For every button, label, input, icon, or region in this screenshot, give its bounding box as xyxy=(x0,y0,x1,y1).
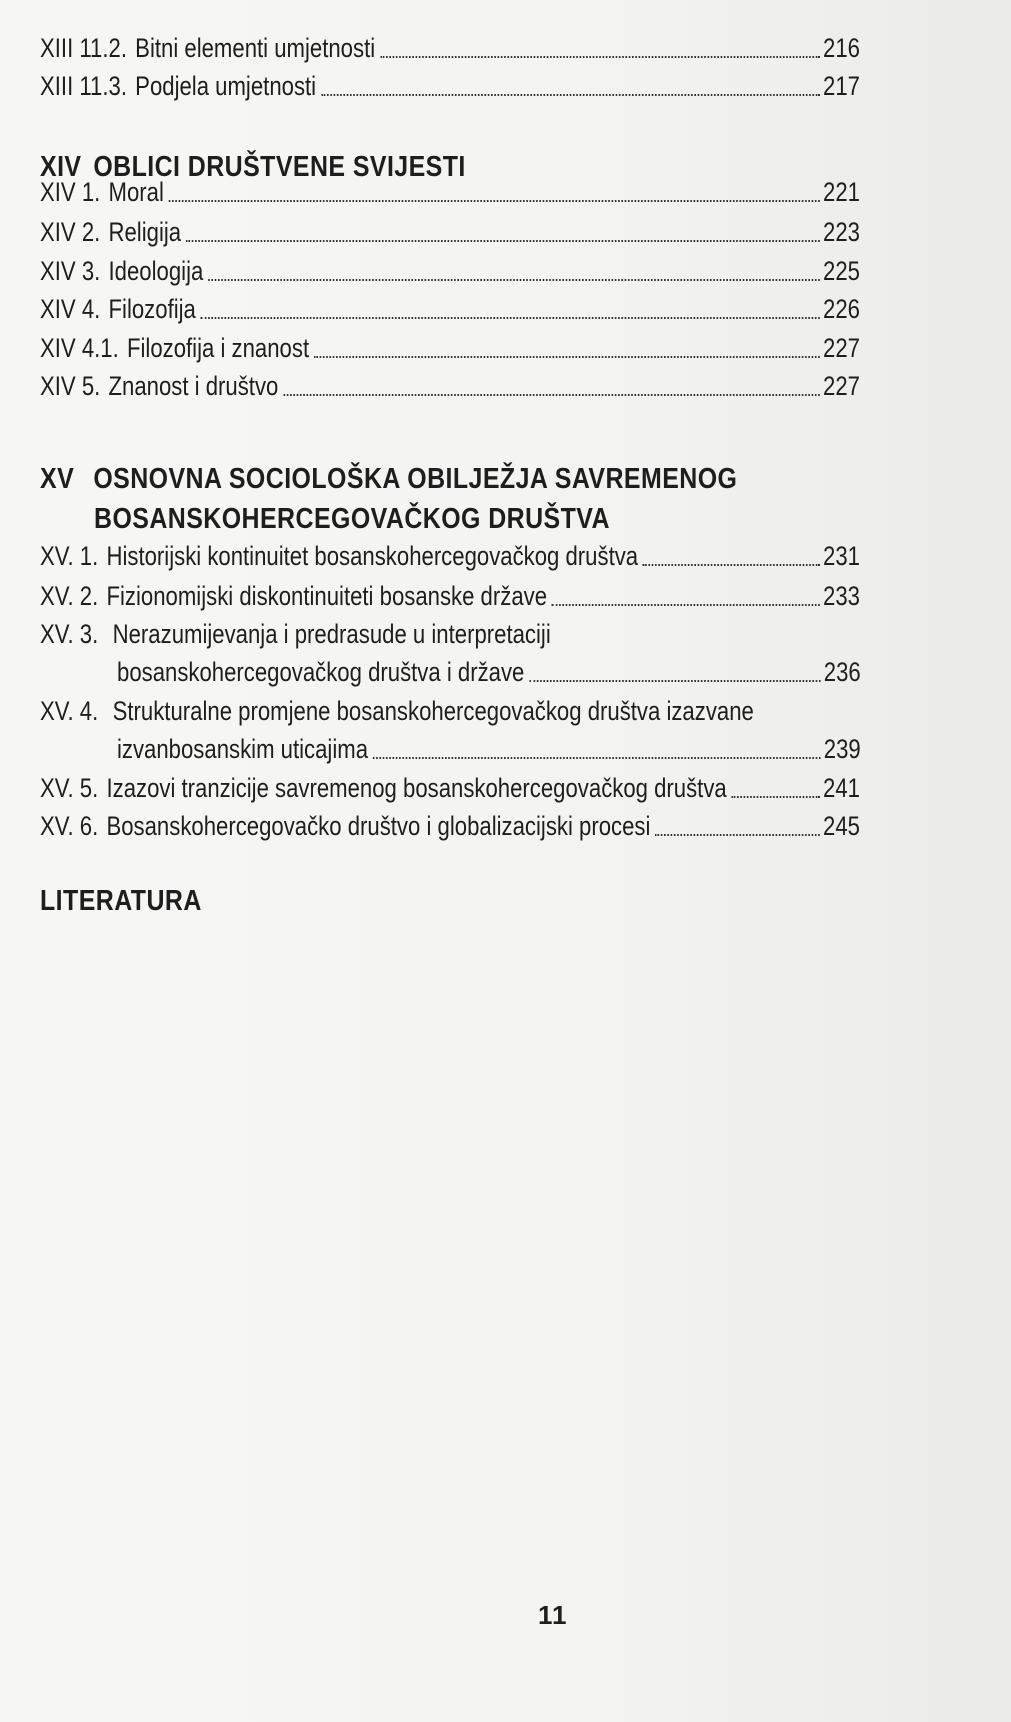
entry-number: XIV 2. xyxy=(40,217,101,247)
entry-number: XV. 2. xyxy=(40,581,99,611)
entry-page-number: 223 xyxy=(823,217,860,247)
literatura-label: LITERATURA xyxy=(40,885,202,917)
entry-title: Filozofija xyxy=(108,294,196,324)
toc-entry-xv-1[interactable] xyxy=(40,540,860,572)
entry-page-number: 245 xyxy=(823,811,860,841)
entry-title: Historijski kontinuitet bosanskohercegovačkog društva xyxy=(106,541,639,571)
entry-number: XV. 5. xyxy=(40,773,99,803)
entry-title: Ideologija xyxy=(108,256,204,286)
dot-leader xyxy=(732,796,820,798)
chapter-title-line2: BOSANSKOHERCEGOVAČKOG DRUŠTVA xyxy=(94,503,610,535)
entry-page-number: 225 xyxy=(823,256,860,286)
entry-title-continuation: izvanbosanskim uticajima xyxy=(117,734,369,764)
entry-page-number: 227 xyxy=(823,371,860,401)
chapter-heading-xv xyxy=(40,462,737,496)
entry-number: XIV 1. xyxy=(40,177,101,207)
entry-number: XIV 3. xyxy=(40,256,101,286)
entry-page-number: 227 xyxy=(823,333,860,363)
dot-leader xyxy=(373,757,821,759)
entry-page-number: 216 xyxy=(823,33,860,63)
toc-entry-xiii-11-2[interactable] xyxy=(40,32,860,64)
dot-leader xyxy=(321,94,820,96)
entry-number: XIV 4.1. xyxy=(40,333,119,363)
chapter-heading-xv-cont xyxy=(94,502,610,536)
dot-leader xyxy=(314,356,820,358)
toc-entry-xv-3-cont[interactable] xyxy=(117,656,861,688)
entry-title: Fizionomijski diskontinuiteti bosanske države xyxy=(106,581,548,611)
page-number: 11 xyxy=(538,1600,568,1630)
toc-entry-xiv-1[interactable] xyxy=(40,176,860,208)
toc-entry-xiv-3[interactable] xyxy=(40,255,860,287)
dot-leader xyxy=(283,394,820,396)
entry-number: XV. 3. xyxy=(40,619,99,649)
chapter-title-line1: OSNOVNA SOCIOLOŠKA OBILJEŽJA SAVREMENOG xyxy=(93,463,738,495)
entry-number: XV. 4. xyxy=(40,696,99,726)
entry-page-number: 217 xyxy=(823,71,860,101)
toc-entry-xv-6[interactable] xyxy=(40,810,860,842)
toc-entry-xv-5[interactable] xyxy=(40,772,860,804)
entry-title: Religija xyxy=(108,217,182,247)
entry-number: XV. 1. xyxy=(40,541,99,571)
dot-leader xyxy=(201,317,820,319)
entry-number: XIV 4. xyxy=(40,294,101,324)
dot-leader xyxy=(208,279,820,281)
entry-title: Bosanskohercegovačko društvo i globalizacijski procesi xyxy=(106,811,651,841)
entry-number: XIII 11.3. xyxy=(40,71,127,101)
toc-entry-xiv-2[interactable] xyxy=(40,216,860,248)
dot-leader xyxy=(552,604,820,606)
toc-entry-xv-4-cont[interactable] xyxy=(117,733,861,765)
dot-leader xyxy=(643,564,820,566)
dot-leader xyxy=(186,240,820,242)
dot-leader xyxy=(380,56,820,58)
entry-page-number: 226 xyxy=(823,294,860,324)
entry-title: Znanost i društvo xyxy=(108,371,279,401)
toc-entry-xv-4[interactable] xyxy=(40,695,754,727)
entry-page-number: 221 xyxy=(823,177,860,207)
chapter-number: XIV xyxy=(40,151,82,183)
entry-title: Filozofija i znanost xyxy=(126,333,310,363)
entry-page-number: 233 xyxy=(823,581,860,611)
toc-entry-xiii-11-3[interactable] xyxy=(40,70,860,102)
dot-leader xyxy=(529,680,820,682)
entry-title: Bitni elementi umjetnosti xyxy=(135,33,376,63)
entry-title: Nerazumijevanja i predrasude u interpretaciji xyxy=(112,619,551,649)
toc-entry-xiv-4[interactable] xyxy=(40,293,860,325)
entry-number: XIII 11.2. xyxy=(40,33,127,63)
dot-leader xyxy=(169,200,820,202)
toc-entry-xv-2[interactable] xyxy=(40,580,860,612)
entry-title: Podjela umjetnosti xyxy=(135,71,317,101)
entry-title: Strukturalne promjene bosanskohercegovačkog društva izazvane xyxy=(112,696,754,726)
literatura-heading[interactable] xyxy=(40,884,202,918)
chapter-title: OBLICI DRUŠTVENE SVIJESTI xyxy=(93,151,466,183)
entry-page-number: 239 xyxy=(823,734,861,764)
dot-leader xyxy=(655,834,819,836)
entry-title: Moral xyxy=(108,177,164,207)
toc-entry-xiv-4-1[interactable] xyxy=(40,332,860,364)
chapter-number: XV xyxy=(40,463,75,495)
entry-title: Izazovi tranzicije savremenog bosanskohercegovačkog društva xyxy=(106,773,727,803)
entry-page-number: 241 xyxy=(823,773,860,803)
entry-number: XV. 6. xyxy=(40,811,99,841)
toc-entry-xiv-5[interactable] xyxy=(40,370,860,402)
toc-entry-xv-3[interactable] xyxy=(40,618,551,650)
entry-page-number: 231 xyxy=(823,541,860,571)
entry-number: XIV 5. xyxy=(40,371,101,401)
entry-title-continuation: bosanskohercegovačkog društva i države xyxy=(117,657,525,687)
entry-page-number: 236 xyxy=(823,657,861,687)
